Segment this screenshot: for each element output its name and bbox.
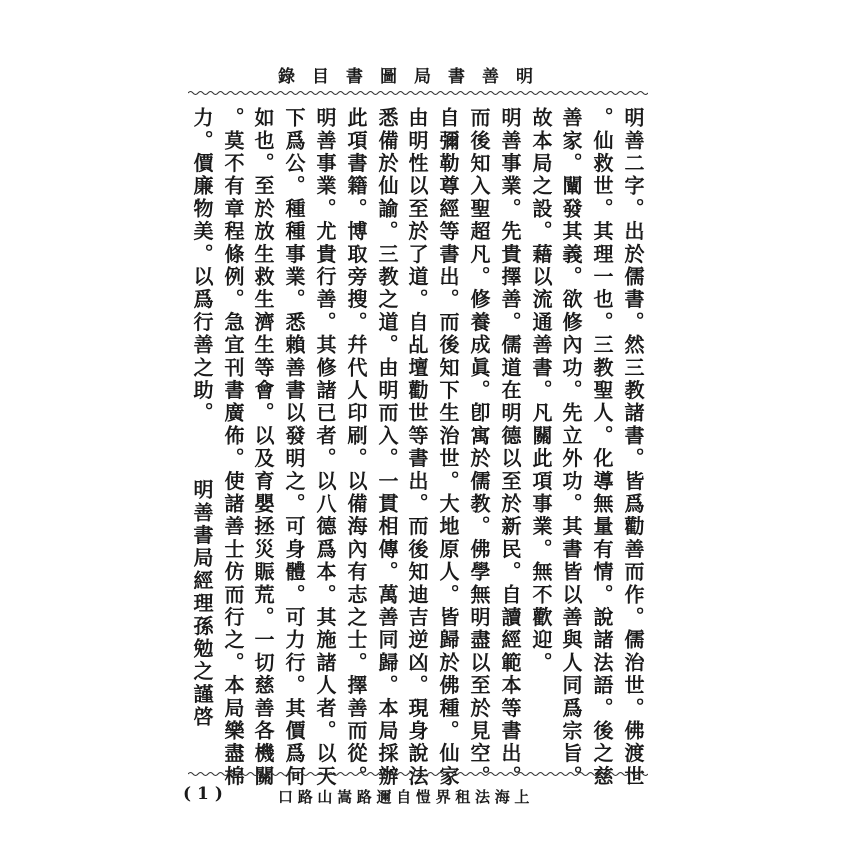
text-column: 故本局之設。藉以流通善書。凡關此項事業。無不歡迎。 [529, 107, 553, 675]
bottom-wavy-divider [188, 770, 648, 778]
text-column: 此項書籍。博取旁搜。幷代人印刷。以備海內有志之士。擇善而從。 [344, 107, 368, 788]
text-column: 力。價廉物美。以爲行善之助。 [190, 107, 214, 425]
footer-address: 上海法租界愷自邇路嵩山路口 [278, 788, 535, 806]
text-column: 如也。至於放生救生濟生等會。以及育嬰拯災賑荒。一切慈善各機關 [251, 107, 275, 788]
text-column: 自彌勒尊經等書出。而後知下生治世。大地原人。皆歸於佛種。仙家 [436, 107, 460, 788]
page-header-title: 明善書局圖書目錄 [278, 67, 550, 87]
text-column: 明善事業。尤貴行善。其修諸已者。以八德爲本。其施諸人者。以天 [313, 107, 337, 788]
text-column: 而後知入聖超凡。修養成眞。卽寓於儒教。佛學無明盡以至於見空。 [467, 107, 491, 788]
text-column: 。莫不有章程條例。急宜刊書廣佈。使諸善士仿而行之。本局樂盡棉 [221, 107, 245, 788]
top-wavy-divider [188, 89, 648, 97]
signature: 明善書局經理孫勉之謹啓 [190, 479, 214, 729]
text-column: 。仙救世。其理一也。三教聖人。化導無量有情。說諸法語。後之慈 [590, 107, 614, 788]
page-number: (1) [183, 784, 229, 804]
text-column: 下爲公。種種事業。悉賴善書以發明之。可身體。可力行。其價爲何 [282, 107, 306, 788]
text-column: 明善二字。出於儒書。然三教諸書。皆爲勸善而作。儒治世。佛渡世 [621, 107, 645, 788]
text-column: 明善事業。先貴擇善。儒道在明德以至於新民。自讀經範本等書出。 [498, 107, 522, 788]
text-column: 善家。闡發其義。欲修內功。先立外功。其書皆以善與人同爲宗旨。 [559, 107, 583, 788]
text-column: 悉備於仙諭。三教之道。由明而入。一貫相傳。萬善同歸。本局採辦 [375, 107, 399, 788]
text-column: 由明性以至於了道。自乩壇勸世等書出。而後知迪吉逆凶。現身說法 [405, 107, 429, 788]
